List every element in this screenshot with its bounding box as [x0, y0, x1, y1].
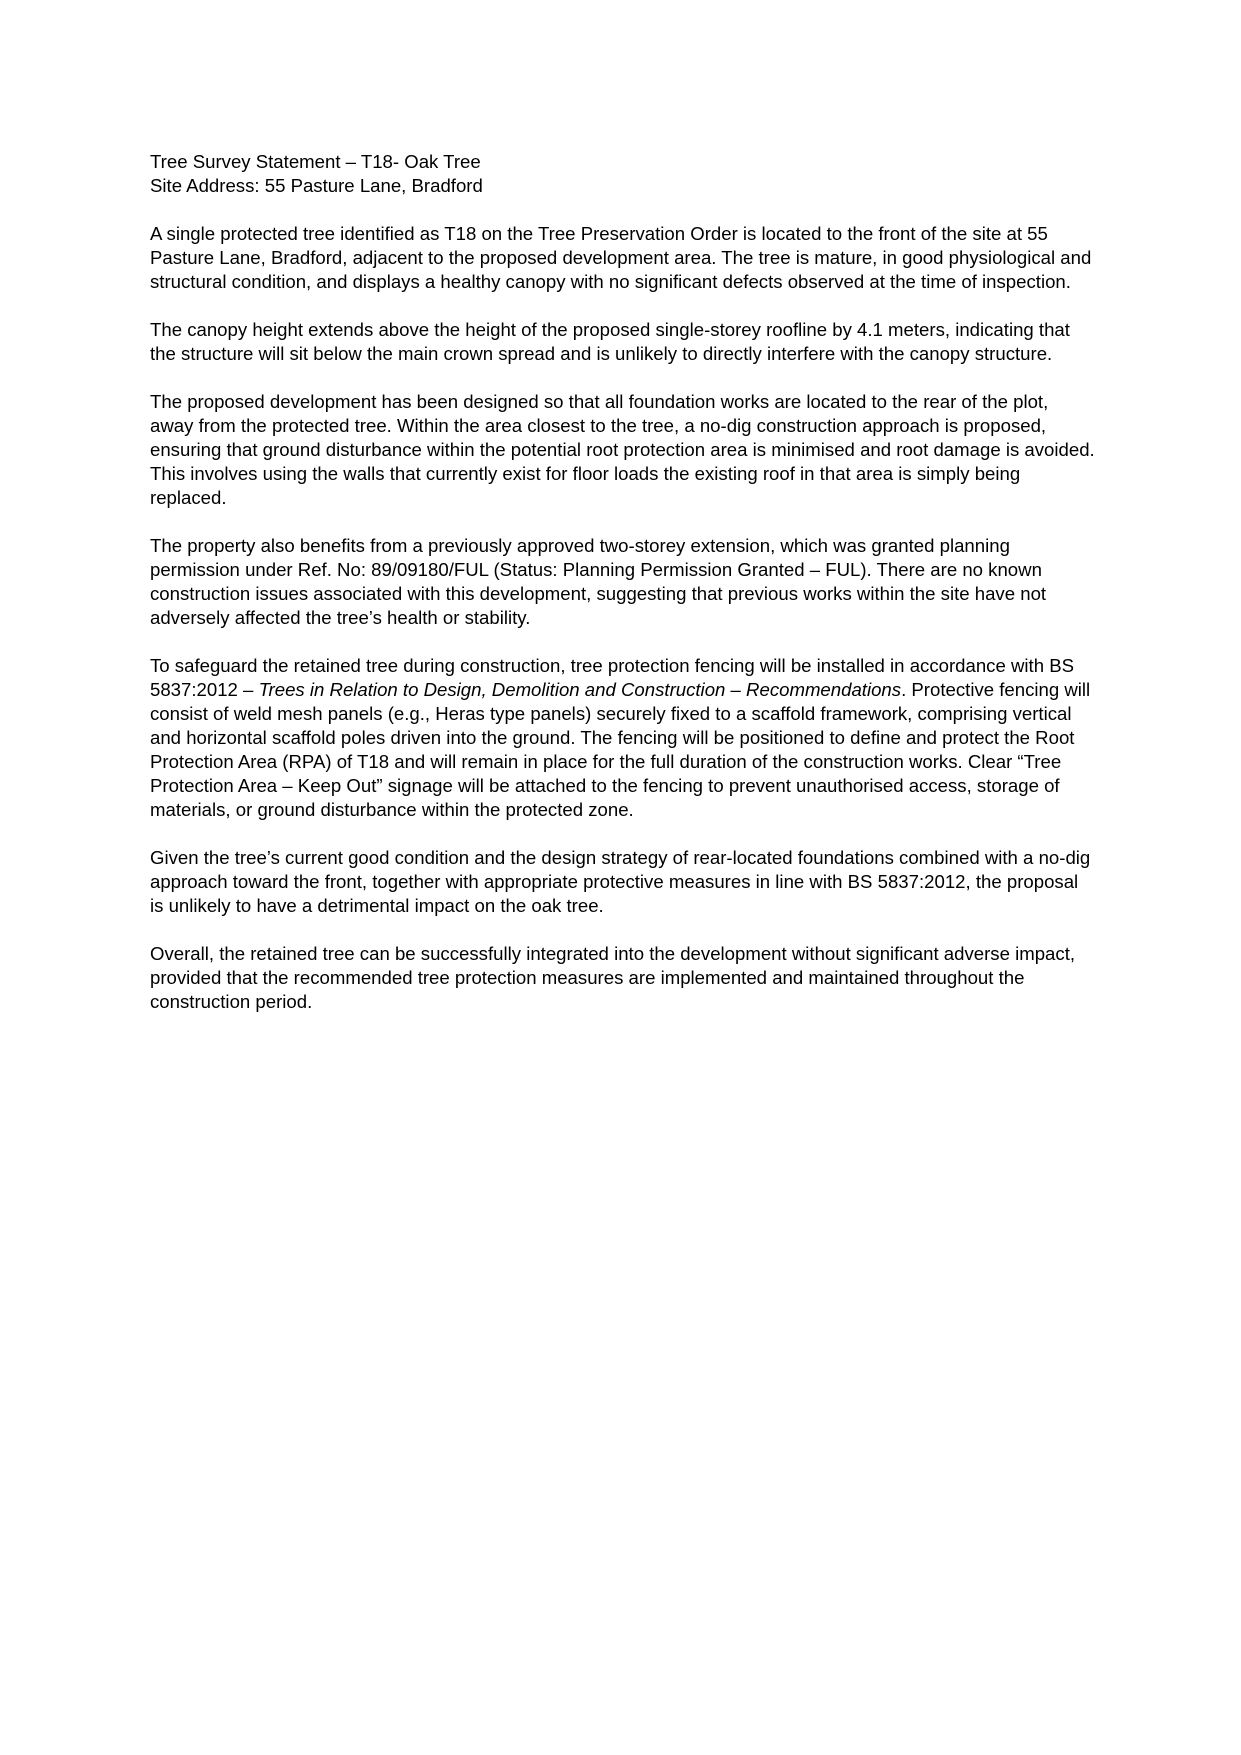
paragraph-conclusion: Overall, the retained tree can be successfully integrated into the development without significant adverse impact, provided that the recommended tree protection measures are implemented and maintained throughout the construction period.: [150, 943, 1076, 1012]
document-title: Tree Survey Statement – T18- Oak Tree: [150, 151, 481, 172]
site-address: Site Address: 55 Pasture Lane, Bradford: [150, 175, 483, 196]
standard-title: Trees in Relation to Design, Demolition and Construction – Recommendations: [258, 679, 902, 700]
safeguard-text-start: To safeguard the retained tree during construction, tree protection fencing will be installed in accordance with BS 5837:2012 –: [150, 655, 1075, 700]
safeguard-text-end: . Protective fencing will consist of weld mesh panels (e.g., Heras type panels) securely fixed to a scaffold framework, comprising vertical and horizontal scaffold poles driven into the ground. The fencing will be positioned to define and protect the Root Protection Area (RPA) of T18 and will remain in place for the full duration of the construction works. Clear “Tree Protection Area – Keep Out” signage will be attached to the fencing to prevent unauthorised access, storage of materials, or ground disturbance within the protected zone.: [150, 679, 1091, 820]
paragraph-impact-summary: Given the tree’s current good condition and the design strategy of rear-located foundations combined with a no-dig approach toward the front, together with appropriate protective measures in line with BS 5837:2012, the proposal is unlikely to have a detrimental impact on the oak tree.: [150, 847, 1091, 916]
document-page: [150, 150, 1095, 1014]
paragraph-foundation-design: The proposed development has been designed so that all foundation works are located to the rear of the plot, away from the protected tree. Within the area closest to the tree, a no-dig construction approach is proposed, ensuring that ground disturbance within the potential root protection area is minimised and root damage is avoided. This involves using the walls that currently exist for floor loads the existing roof in that area is simply being replaced.: [150, 391, 1095, 508]
paragraph-tree-description: A single protected tree identified as T18 on the Tree Preservation Order is located to the front of the site at 55 Pasture Lane, Bradford, adjacent to the proposed development area. The tree is mature, in good physiological and structural condition, and displays a healthy canopy with no significant defects observed at the time of inspection.: [150, 223, 1092, 292]
paragraph-planning-history: The property also benefits from a previously approved two-storey extension, which was granted planning permission under Ref. No: 89/09180/FUL (Status: Planning Permission Granted – FUL). There are no known construction issues associated with this development, suggesting that previous works within the site have not adversely affected the tree’s health or stability.: [150, 535, 1047, 628]
paragraph-canopy-height: The canopy height extends above the height of the proposed single-storey roofline by 4.1 meters, indicating that the structure will sit below the main crown spread and is unlikely to directly interfere with the canopy structure.: [150, 319, 1070, 364]
paragraph-tree-protection: [150, 654, 1095, 822]
